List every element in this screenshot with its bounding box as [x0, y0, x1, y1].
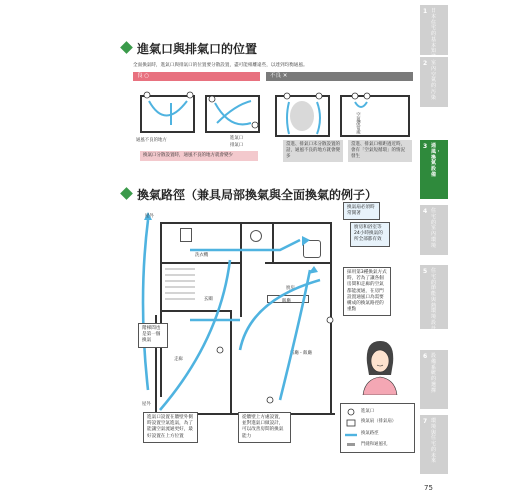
- room-wash-label: 洗衣機: [195, 253, 209, 258]
- legend-box: [340, 403, 415, 453]
- room-dining-label: 飯廳: [282, 299, 291, 304]
- chapter-tab-number: 5: [423, 268, 428, 275]
- outlet-label-good: 排氣口: [230, 143, 244, 148]
- chapter-tab-number: 2: [423, 60, 428, 67]
- ventilation-path-arrows: [130, 200, 370, 430]
- chapter-tab-text: 日本住宅的基本知: [431, 8, 437, 55]
- dead-zone-right-label: 空氣滯留處: [355, 112, 361, 134]
- good-caption: 換氣口分散設置時，通風不良的地方就會變少: [140, 151, 258, 161]
- chapter-tab-6[interactable]: [420, 350, 448, 410]
- section2-title-text: 換氣路徑（兼具局部換氣與全面換氣的例子）: [137, 188, 378, 202]
- diamond-bullet-icon: [120, 41, 133, 54]
- section1-title-text: 進氣口與排氣口的位置: [137, 42, 258, 56]
- chapter-tab-text: 設備系統的選擇: [431, 353, 437, 394]
- chapter-tab-text: 室內空氣的污染: [431, 60, 437, 101]
- chapter-tab-number: 7: [423, 418, 428, 425]
- legend-gap: 門縫和通風孔: [361, 442, 388, 447]
- legend-fan: 換氣扇（排氣扇）: [361, 419, 397, 424]
- diamond-bullet-icon: [120, 187, 133, 200]
- fan-note: 換氣扇必須時常開著: [343, 202, 380, 220]
- dead-zone-left-label: 通風不良的地方: [136, 138, 167, 143]
- chapter-tab-3[interactable]: [420, 140, 448, 200]
- legend-inlet: 進氣口: [361, 409, 375, 414]
- chapter-tab-1[interactable]: [420, 5, 448, 56]
- chapter-tab-number: 4: [423, 208, 428, 215]
- room-living-label: 客廳・飯廳: [290, 351, 312, 356]
- page-number: 75: [424, 484, 433, 492]
- good-label: 良 ○: [133, 72, 260, 81]
- chapter-tab-4[interactable]: [420, 205, 448, 256]
- bottom-middle-note: 從牆壁上方處設置，並對進氣口做設計，可以改善房間的換氣能力: [238, 412, 291, 443]
- chapter-tab-number: 3: [423, 143, 428, 150]
- room-kitchen-label: 廚房: [286, 286, 295, 291]
- stair-note: 階梯間也是第一個換氣: [138, 323, 168, 348]
- section1-title: [122, 40, 257, 57]
- bad-caption: 當進、排氣口相距過近時，會有「空氣短循環」的情況發生: [348, 140, 412, 162]
- good-airflow-arrows: [135, 85, 265, 145]
- outside-top-label: 屋外: [145, 214, 154, 219]
- legend-icons: [344, 408, 358, 450]
- legend-path: 換氣路徑: [361, 431, 379, 436]
- chapter-tab-text: 通風・換氣設備: [431, 143, 442, 178]
- room-hall-label: 玄關: [204, 297, 213, 302]
- chapter-tab-number: 1: [423, 8, 428, 15]
- chapter-tab-5[interactable]: [420, 265, 448, 330]
- room-entry-label: 走廊: [174, 357, 183, 362]
- outside-bottom-label: 屋外: [142, 402, 151, 407]
- chapter-tab-2[interactable]: [420, 57, 448, 108]
- bottom-left-note: 進氣口設置在牆壁外側時設置空氣進氣，為了能讓空氣流通更好，最好設置在上方位置: [143, 412, 198, 443]
- bad-label: 不良 ✕: [266, 72, 413, 81]
- chapter-tab-7[interactable]: [420, 415, 448, 475]
- bath-note: 廚房和浴室等24小時換氣的所全部都有效: [350, 222, 390, 247]
- inlet-label-good: 進氣口: [230, 136, 244, 141]
- chapter-tab-text: 環境與住宅的未來: [431, 418, 437, 465]
- chapter-sidebar: [420, 0, 448, 500]
- bad-airflow-arrows: [275, 88, 415, 148]
- chapter-tab-text: 住宅的節能與熱環境設計: [431, 268, 437, 332]
- section1-intro: 全面換氣時，進氣口與排氣口的位置要分散設置，盡可能相離遠些，以達到均衡通風。: [133, 63, 308, 68]
- chapter-tab-text: 住宅的室內環境: [431, 208, 437, 249]
- chapter-tab-number: 6: [423, 353, 428, 360]
- woman-illustration: [355, 335, 405, 395]
- mid-caption: 當進、排氣口未分散設置的話，通風不良的地方就會變多: [283, 140, 343, 162]
- cross-ventilation-note: 採用第3種換氣方式時，若為了讓各個房間和走廊的空氣都能流通，在房門設置通風口為需要構成的換氣路徑的重點: [343, 267, 391, 316]
